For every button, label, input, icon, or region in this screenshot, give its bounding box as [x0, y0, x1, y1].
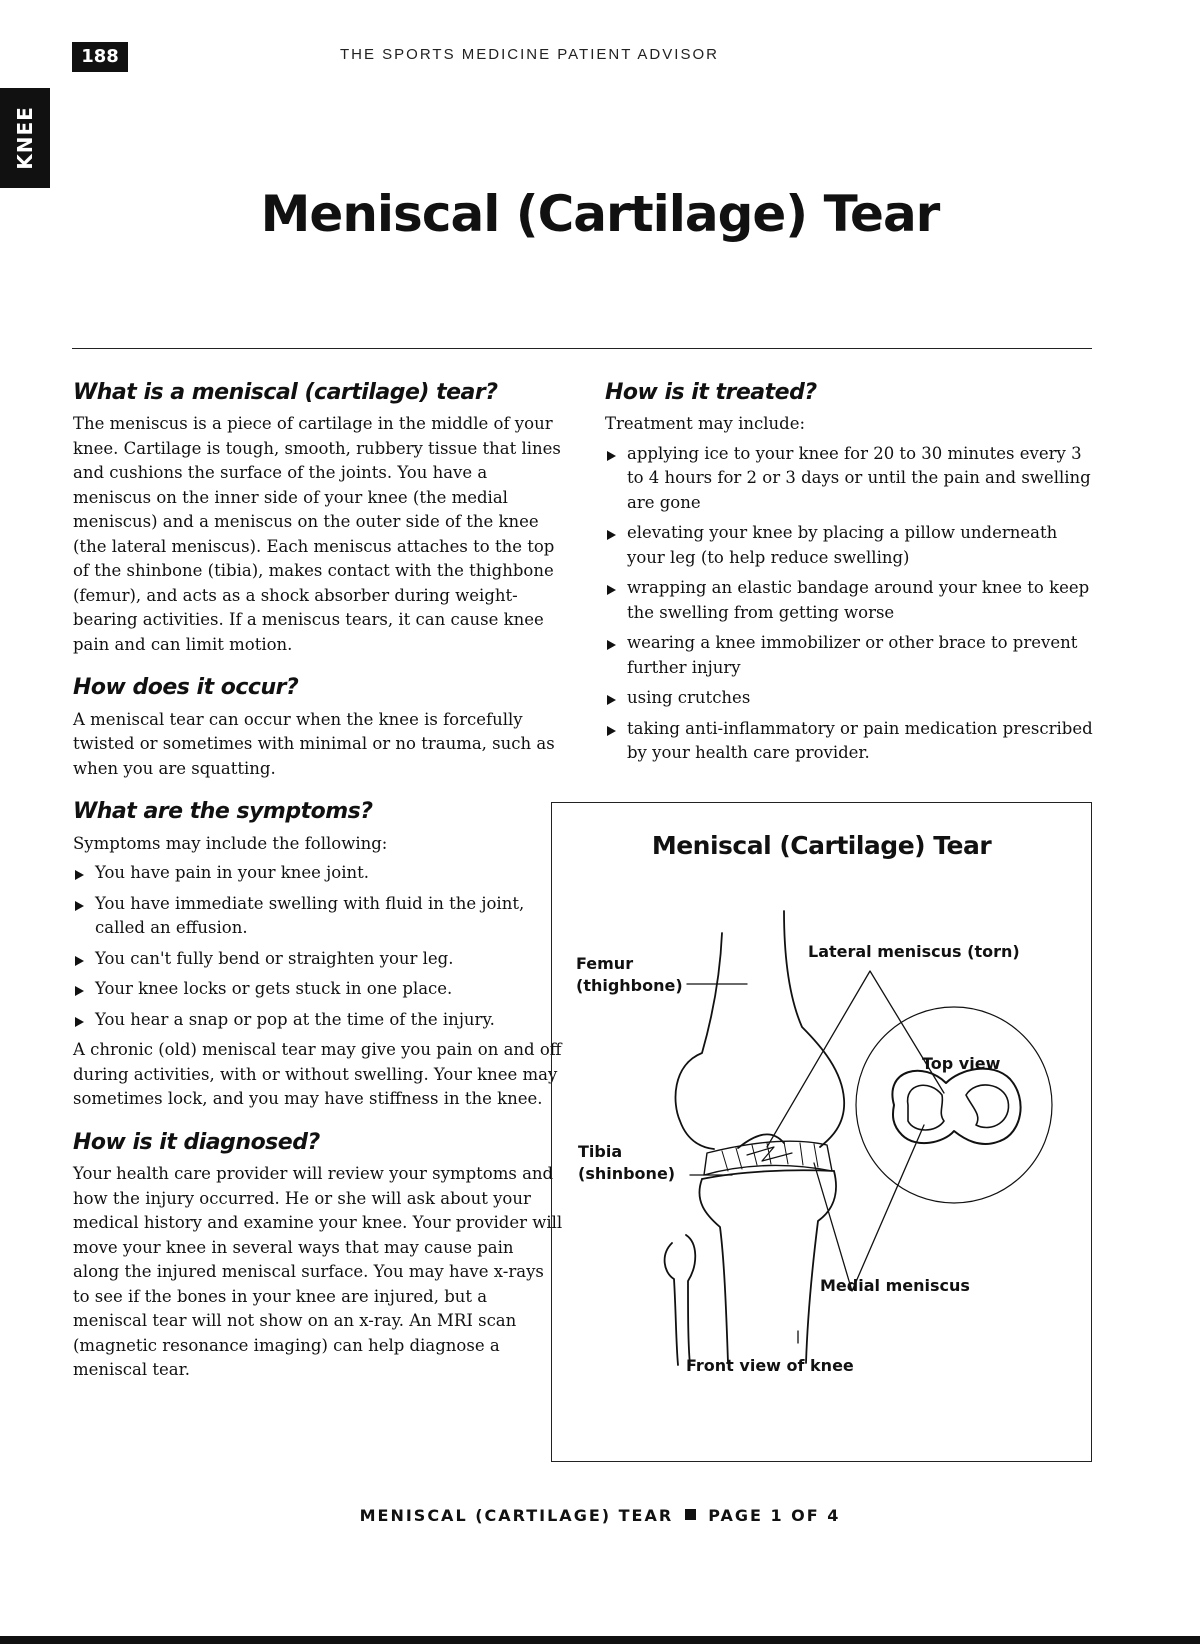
right-column — [605, 380, 1095, 784]
label-lateral-meniscus: Lateral meniscus (torn) — [808, 942, 1020, 961]
body-diagnosed: Your health care provider will review your symptoms and how the injury occurred. He or she will ask about your medical history and examine your knee. Your provider will move your knee in several ways that may cause pain along the injured meniscal surface. You may have x-rays to see if the bones in your knee are injured, but a meniscal tear will not show on an x-ray. An MRI scan (magnetic resonance imaging) can help diagnose a meniscal tear. — [73, 1164, 563, 1380]
bullet-arrow-icon — [607, 695, 616, 705]
top-view-medial-meniscus — [908, 1085, 944, 1130]
top-view-circle — [856, 1007, 1052, 1203]
bullet-arrow-icon — [75, 956, 84, 966]
section-tab-label: KNEE — [13, 106, 37, 170]
list-item: You hear a snap or pop at the time of the injury. — [73, 1008, 563, 1033]
page-footer — [300, 1506, 900, 1525]
list-item: You have immediate swelling with fluid in the joint, called an effusion. — [73, 892, 563, 941]
list-item: elevating your knee by placing a pillow underneath your leg (to help reduce swelling) — [605, 521, 1095, 570]
bottom-edge-bar — [0, 1636, 1200, 1644]
left-column — [73, 380, 563, 1401]
title-divider — [72, 348, 1092, 349]
femur-outline — [675, 933, 722, 1149]
symptoms-intro: Symptoms may include the following: — [73, 833, 388, 853]
list-item: wearing a knee immobilizer or other brace to prevent further injury — [605, 631, 1095, 680]
square-bullet-icon — [685, 1509, 696, 1520]
list-item: applying ice to your knee for 20 to 30 minutes every 3 to 4 hours for 2 or 3 days or until the pain and swelling are gone — [605, 442, 1095, 516]
symptoms-outro: A chronic (old) meniscal tear may give you pain on and off during activities, with or without swelling. Your knee may sometimes lock, and you may have stiffness in the knee. — [73, 1040, 562, 1109]
footer-page-count: PAGE 1 OF 4 — [708, 1506, 841, 1525]
knee-illustration-figure — [551, 802, 1092, 1462]
heading-treated: How is it treated? — [605, 380, 817, 405]
section-symptoms — [73, 799, 563, 1111]
section-occur — [73, 675, 563, 781]
bullet-arrow-icon — [75, 870, 84, 880]
list-item: wrapping an elastic bandage around your knee to keep the swelling from getting worse — [605, 576, 1095, 625]
section-what — [73, 380, 563, 657]
heading-diagnosed: How is it diagnosed? — [73, 1129, 320, 1155]
list-item: taking anti-inflammatory or pain medication prescribed by your health care provider. — [605, 717, 1095, 766]
treated-intro: Treatment may include: — [605, 414, 806, 434]
figure-title: Meniscal (Cartilage) Tear — [651, 831, 992, 860]
tibia-outline — [699, 1179, 728, 1363]
running-title: THE SPORTS MEDICINE PATIENT ADVISOR — [340, 46, 719, 63]
label-femur: Femur — [576, 954, 634, 973]
bullet-arrow-icon — [607, 530, 616, 540]
symptoms-list — [73, 861, 563, 1032]
footer-title: MENISCAL (CARTILAGE) TEAR — [359, 1506, 674, 1525]
section-tab — [0, 88, 50, 188]
heading-occur: How does it occur? — [73, 675, 299, 701]
heading-what: What is a meniscal (cartilage) tear? — [73, 380, 498, 405]
label-front-view: Front view of knee — [686, 1356, 854, 1375]
fibula-outline-back — [686, 1235, 695, 1365]
section-treated — [605, 380, 1095, 766]
bullet-arrow-icon — [75, 1017, 84, 1027]
label-femur-sub: (thighbone) — [576, 976, 683, 995]
top-view-meniscus-outer — [892, 1069, 1020, 1144]
list-item: Your knee locks or gets stuck in one place. — [73, 977, 563, 1002]
bullet-arrow-icon — [75, 986, 84, 996]
leader-lateral — [767, 971, 944, 1147]
top-view-lateral-meniscus — [966, 1085, 1009, 1128]
label-medial-meniscus: Medial meniscus — [820, 1276, 970, 1295]
list-item: You have pain in your knee joint. — [73, 861, 563, 886]
label-tibia: Tibia — [578, 1142, 623, 1161]
page-title: Meniscal (Cartilage) Tear — [260, 185, 940, 243]
list-item: You can't fully bend or straighten your leg. — [73, 947, 563, 972]
page-number: 188 — [72, 42, 128, 72]
heading-symptoms: What are the symptoms? — [73, 799, 373, 825]
body-what: The meniscus is a piece of cartilage in the middle of your knee. Cartilage is tough, smooth, rubbery tissue that lines and cushions the surface of the joints. You have a meniscus on the inner side of your knee (the medial meniscus) and a meniscus on the outer side of the knee (the lateral meniscus). Each meniscus attaches to the top of the shinbone (tibia), makes contact with the thighbone (femur), and acts as a shock absorber during weight-bearing activities. If a meniscus tears, it can cause knee pain and can limit motion. — [73, 414, 561, 654]
bullet-arrow-icon — [607, 726, 616, 736]
label-top-view: Top view — [922, 1054, 1001, 1073]
label-tibia-sub: (shinbone) — [578, 1164, 676, 1183]
treatment-list — [605, 442, 1095, 766]
tibia-outline-lateral — [806, 1171, 836, 1363]
bullet-arrow-icon — [607, 640, 616, 650]
list-item: using crutches — [605, 686, 1095, 711]
bullet-arrow-icon — [607, 451, 616, 461]
body-occur: A meniscal tear can occur when the knee is forcefully twisted or sometimes with minimal or no trauma, such as when you are squatting. — [73, 709, 555, 778]
bullet-arrow-icon — [75, 901, 84, 911]
section-diagnosed — [73, 1130, 563, 1383]
fibula-outline — [665, 1243, 678, 1365]
bullet-arrow-icon — [607, 585, 616, 595]
